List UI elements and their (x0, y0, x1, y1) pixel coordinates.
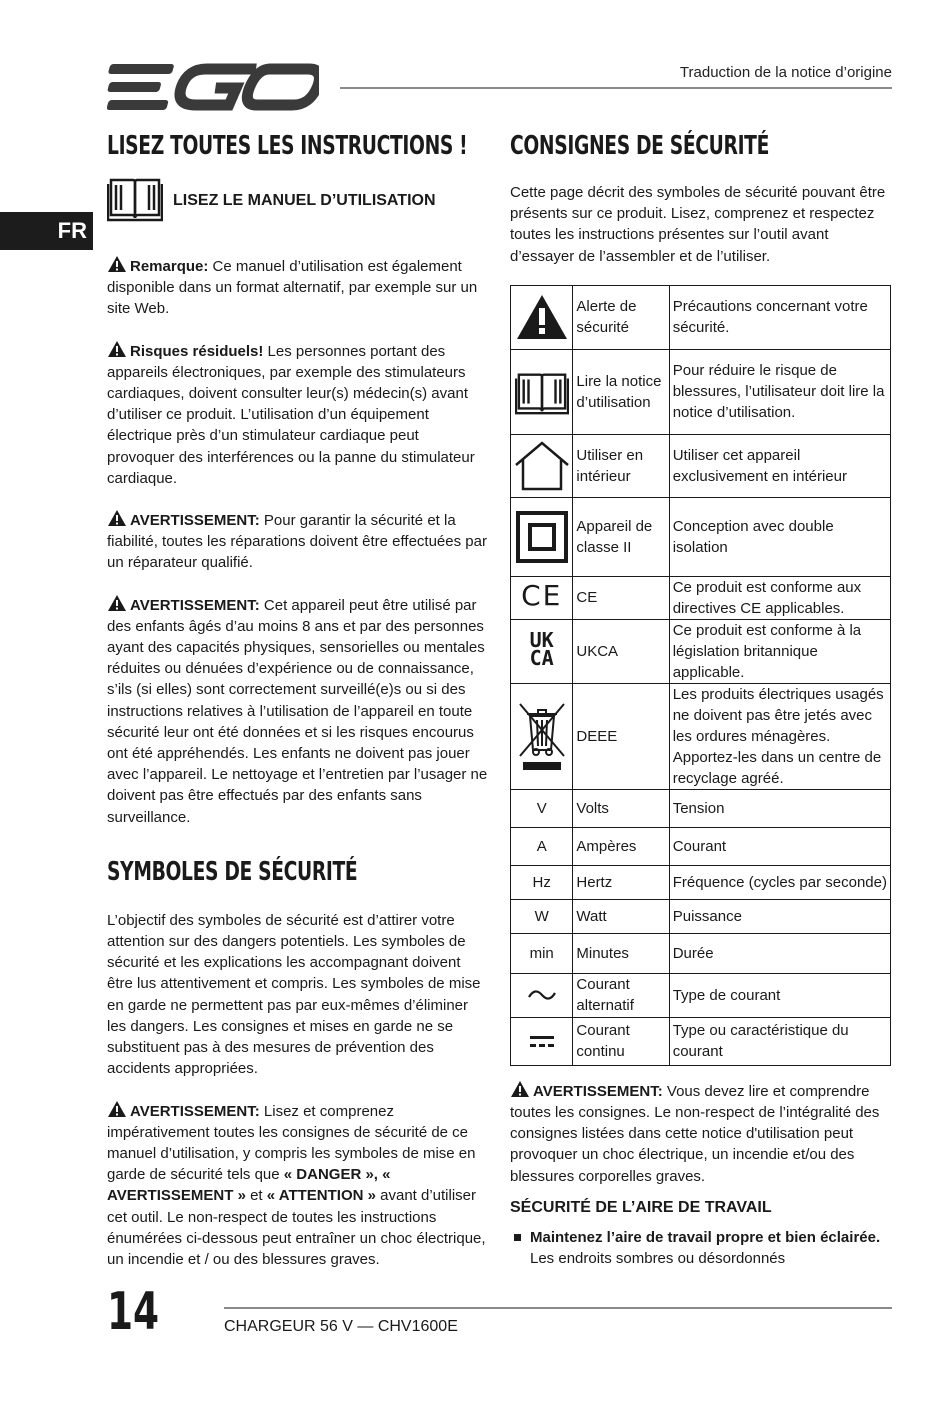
warning-triangle-icon (107, 340, 127, 358)
symbol-name: Hertz (573, 865, 669, 899)
table-row (511, 899, 891, 933)
bullet-text: Les endroits sombres ou désordonnés (530, 1249, 786, 1267)
table-row (511, 789, 891, 827)
subhead-work-area: SÉCURITÉ DE L’AIRE DE TRAVAIL (510, 1198, 772, 1216)
table-row (511, 576, 891, 619)
consignes-intro: Cette page décrit des symboles de sécurité pouvant être présents sur ce produit. Lisez, comprenez et respectez toutes les instructions présentes sur l’outil avant d’essayer de l’assembler et de l’utiliser. (510, 184, 886, 265)
note-label: Risques résiduels! (130, 342, 264, 360)
note-avertissement-reparations (107, 509, 489, 574)
symbol-desc: Puissance (669, 899, 890, 933)
book-icon (107, 174, 163, 227)
table-row (511, 865, 891, 899)
section-title-symbols: SYMBOLES DE SÉCURITÉ (107, 856, 358, 887)
table-row (511, 434, 891, 497)
manual-label: LISEZ LE MANUEL D’UTILISATION (173, 191, 436, 209)
note-label: AVERTISSEMENT: (130, 512, 260, 530)
symbol-text: W (511, 899, 573, 933)
safety-bullets (510, 1227, 892, 1269)
warning-triangle-icon (510, 1080, 530, 1098)
right-column (510, 128, 892, 1269)
symbol-desc: Ce produit est conforme à la législation britannique applicable. (669, 619, 890, 683)
note-text: Vous devez lire et comprendre toutes les consignes. Le non-respect de l’intégralité des consignes listées dans cette notice d'utilisation peut provoquer un choc électrique, un incendie et/ou des blessures corporelles graves. (510, 1082, 880, 1185)
list-item (510, 1227, 892, 1269)
house-icon (513, 440, 571, 492)
ac-wave-icon (527, 987, 557, 1003)
bullet-bold: Maintenez l’aire de travail propre et bien éclairée. (530, 1228, 881, 1246)
symbol-desc: Type de courant (669, 973, 890, 1017)
table-row (511, 497, 891, 576)
note-label: AVERTISSEMENT: (130, 596, 260, 614)
section-title-consignes: CONSIGNES DE SÉCURITÉ (510, 131, 770, 161)
header-note: Traduction de la notice d’origine (679, 64, 892, 81)
note-avertissement-enfants (107, 594, 489, 828)
symbol-name: CE (573, 576, 669, 619)
symbol-name: Volts (573, 789, 669, 827)
note-remarque (107, 255, 489, 320)
symbol-name: Minutes (573, 933, 669, 973)
table-row (511, 349, 891, 434)
table-row (511, 285, 891, 349)
final-warning (107, 1100, 489, 1271)
symbol-desc: Tension (669, 789, 890, 827)
language-tab: FR (0, 212, 93, 250)
symbol-desc: Précautions concernant votre sécurité. (669, 285, 890, 349)
symbol-name: UKCA (573, 619, 669, 683)
table-row (511, 827, 891, 865)
symbol-desc: Type ou caractéristique du courant (669, 1017, 890, 1065)
symbol-name: Appareil de classe II (573, 497, 669, 576)
symbol-text: Hz (511, 865, 573, 899)
symbol-name: Alerte de sécurité (573, 285, 669, 349)
symbol-desc: Pour réduire le risque de blessures, l’utilisateur doit lire la notice d’utilisation. (669, 349, 890, 434)
symbol-name: Courant continu (573, 1017, 669, 1065)
warning-text-1: Lisez et comprenez impérativement toutes les consignes de sécurité de ce manuel d’utilisation, y compris les symboles de mise en garde de sécurité tels que (107, 1102, 476, 1184)
warning-triangle-icon (107, 594, 127, 612)
symbol-name: Utiliser en intérieur (573, 434, 669, 497)
table-row (511, 1017, 891, 1065)
warning-triangle-icon (107, 255, 127, 273)
warning-triangle-icon (107, 509, 127, 527)
warning-text-3: avant d’utiliser cet outil. Le non-respect de toutes les instructions énumérées ci-dessous peut entraîner un choc électrique, un incendie et / ou des blessures graves. (107, 1187, 486, 1268)
symbol-desc: Durée (669, 933, 890, 973)
dc-lines-icon (529, 1033, 555, 1049)
note-label: AVERTISSEMENT: (533, 1082, 663, 1100)
note-text: Les personnes portant des appareils électroniques, par exemple des stimulateurs cardiaques, doivent consulter leur(s) médecin(s) avant d’utiliser ce produit. L’utilisation d’un équipement électrique près d’un stimulateur cardiaque peut provoquer des interférences ou la panne du stimulateur cardiaque. (107, 342, 475, 487)
symbol-desc: Utiliser cet appareil exclusivement en intérieur (669, 434, 890, 497)
footer-divider (224, 1307, 892, 1309)
table-row (511, 683, 891, 789)
symbol-text: V (511, 789, 573, 827)
symbol-desc: Les produits électriques usagés ne doivent pas être jetés avec les ordures ménagères. Apportez-les dans un centre de recyclage agréé. (669, 683, 890, 789)
section-title-instructions: LISEZ TOUTES LES INSTRUCTIONS ! (107, 131, 468, 161)
note-text: Cet appareil peut être utilisé par des enfants âgés d’au moins 8 ans et par des personnes ayant des capacités physiques, sensorielles ou mentales réduites ou dénuées d’expérience ou de connaissance, s’ils (si elles) sont correctement surveillé(e)s ou si des instructions relatives à l’utilisation de l’appareil en toute sécurité leur ont été données et si les risques encourus ont été appréhendés. Les enfants ne doivent pas jouer avec l’appareil. Le nettoyage et l’entretien par l’usager ne doivent pas être effectués par des enfants sans surveillance. (107, 596, 488, 826)
note-risques (107, 340, 489, 489)
warning-bold-2: « ATTENTION » (266, 1187, 376, 1205)
symbol-desc: Courant (669, 827, 890, 865)
symbols-table (510, 285, 891, 1066)
note-text: Pour garantir la sécurité et la fiabilité, toutes les réparations doivent être effectuées par un réparateur qualifié. (107, 512, 487, 572)
ce-mark-icon: CE (521, 578, 563, 612)
right-warning (510, 1080, 892, 1187)
symbol-desc: Fréquence (cycles par seconde) (669, 865, 890, 899)
warning-bold-1: « DANGER », « AVERTISSEMENT » (107, 1166, 391, 1205)
warning-triangle-icon (515, 293, 569, 341)
note-label: AVERTISSEMENT: (130, 1102, 260, 1120)
symbol-name: Courant alternatif (573, 973, 669, 1017)
header-divider (340, 87, 892, 89)
warning-triangle-icon (107, 1100, 127, 1118)
warning-text-2: et (245, 1187, 267, 1205)
table-row (511, 973, 891, 1017)
double-square-icon (515, 510, 569, 564)
symbol-text: A (511, 827, 573, 865)
symbol-text: min (511, 933, 573, 973)
symbol-name: Lire la notice d’utilisation (573, 349, 669, 434)
table-row (511, 933, 891, 973)
symbol-name: Watt (573, 899, 669, 933)
note-text: Ce manuel d’utilisation est également disponible dans un format alternatif, par exemple sur un site Web. (107, 258, 478, 318)
symbol-desc: Conception avec double isolation (669, 497, 890, 576)
left-column (107, 128, 489, 1270)
ego-logo (107, 62, 319, 112)
book-icon (515, 368, 569, 416)
ukca-mark-icon: UK CA (529, 628, 554, 671)
manual-notice (107, 174, 489, 227)
footer-title: CHARGEUR 56 V — CHV1600E (224, 1318, 458, 1335)
symbol-desc: Ce produit est conforme aux directives CE applicables. (669, 576, 890, 619)
symbol-name: Ampères (573, 827, 669, 865)
note-label: Remarque: (130, 258, 209, 275)
symbol-name: DEEE (573, 683, 669, 789)
page-number: 14 (107, 1282, 160, 1342)
symbols-intro: L’objectif des symboles de sécurité est d’attirer votre attention sur des dangers potentiels. Les symboles de sécurité et les explications les accompagnant doivent être lus attentivement et compris. Les symboles de mise en garde ne permettent pas par eux-mêmes d’éliminer les dangers. Les consignes et mises en garde ne se substituent pas à des mesures de prévention des accidents appropriées. (107, 911, 481, 1078)
table-row (511, 619, 891, 683)
crossed-bin-icon (516, 700, 568, 772)
